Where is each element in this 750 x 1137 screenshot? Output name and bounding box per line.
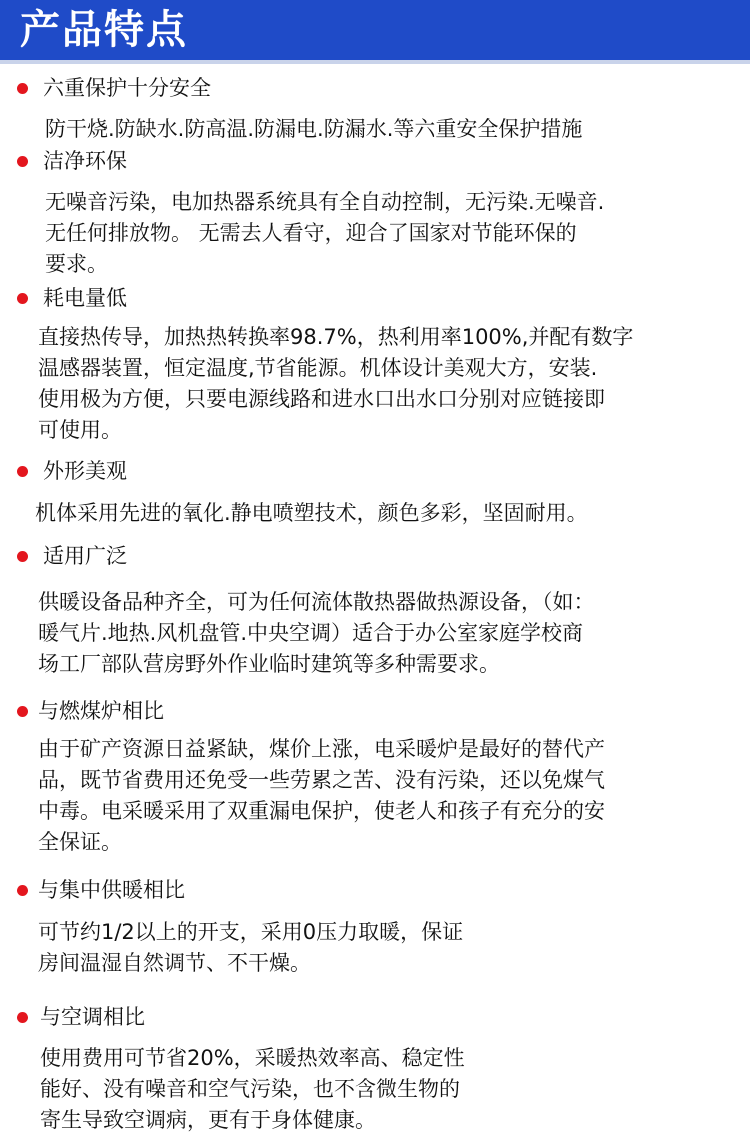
text-line: 无任何排放物。 无需去人看守，迎合了国家对节能环保的 xyxy=(45,221,577,245)
section-text xyxy=(45,114,582,145)
section-title: 洁净环保 xyxy=(43,149,127,173)
bullet-icon xyxy=(17,466,28,477)
text-line: 供暖设备品种齐全，可为任何流体散热器做热源设备，（如： xyxy=(38,590,595,614)
section-title: 适用广泛 xyxy=(43,544,127,568)
bullet-icon xyxy=(17,1012,28,1023)
text-line: 无噪音污染，电加热器系统具有全自动控制，无污染.无噪音. xyxy=(45,190,605,214)
text-line: 防干烧.防缺水.防高温.防漏电.防漏水.等六重安全保护措施 xyxy=(45,117,583,141)
section-text xyxy=(38,587,595,680)
text-line: 暖气片.地热.风机盘管.中央空调）适合于办公室家庭学校商 xyxy=(38,621,584,645)
section-title: 耗电量低 xyxy=(43,286,127,310)
text-line: 房间温湿自然调节、不干燥。 xyxy=(38,951,311,975)
text-line: 使用费用可节省20%，采暖热效率高、稳定性 xyxy=(40,1046,465,1070)
text-line: 机体采用先进的氧化.静电喷塑技术，颜色多彩，坚固耐用。 xyxy=(35,501,588,525)
section-title: 与集中供暖相比 xyxy=(38,878,185,902)
section-title: 与空调相比 xyxy=(40,1005,145,1029)
section-text xyxy=(38,917,463,979)
bullet-icon xyxy=(17,885,28,896)
section-text xyxy=(40,1043,465,1136)
section-title: 六重保护十分安全 xyxy=(43,76,211,100)
section-title: 外形美观 xyxy=(43,459,127,483)
bullet-icon xyxy=(17,156,28,167)
section-text xyxy=(35,498,588,529)
section-text xyxy=(38,322,633,446)
text-line: 全保证。 xyxy=(38,830,122,854)
text-line: 可使用。 xyxy=(38,418,122,442)
section-text xyxy=(38,734,605,858)
text-line: 寄生导致空调病，更有于身体健康。 xyxy=(40,1108,376,1132)
bullet-icon xyxy=(17,293,28,304)
section-title: 与燃煤炉相比 xyxy=(38,699,164,723)
text-line: 场工厂部队营房野外作业临时建筑等多种需要求。 xyxy=(38,652,500,676)
bullet-icon xyxy=(17,551,28,562)
text-line: 使用极为方便，只要电源线路和进水口出水口分别对应链接即 xyxy=(38,387,605,411)
text-line: 可节约1/2以上的开支，采用0压力取暖，保证 xyxy=(38,920,464,944)
section-text xyxy=(45,187,604,280)
text-line: 品，既节省费用还免受一些劳累之苦、没有污染，还以免煤气 xyxy=(38,768,605,792)
text-line: 要求。 xyxy=(45,252,108,276)
text-line: 中毒。电采暖采用了双重漏电保护，使老人和孩子有充分的安 xyxy=(38,799,605,823)
text-line: 温感器装置，恒定温度,节省能源。机体设计美观大方，安装. xyxy=(38,356,598,380)
header-banner xyxy=(0,0,750,64)
text-line: 能好、没有噪音和空气污染，也不含微生物的 xyxy=(40,1077,460,1101)
bullet-icon xyxy=(17,706,28,717)
page-title: 产品特点 xyxy=(20,7,188,53)
text-line: 由于矿产资源日益紧缺，煤价上涨，电采暖炉是最好的替代产 xyxy=(38,737,605,761)
text-line: 直接热传导，加热热转换率98.7%，热利用率100%,并配有数字 xyxy=(38,325,634,349)
bullet-icon xyxy=(17,83,28,94)
